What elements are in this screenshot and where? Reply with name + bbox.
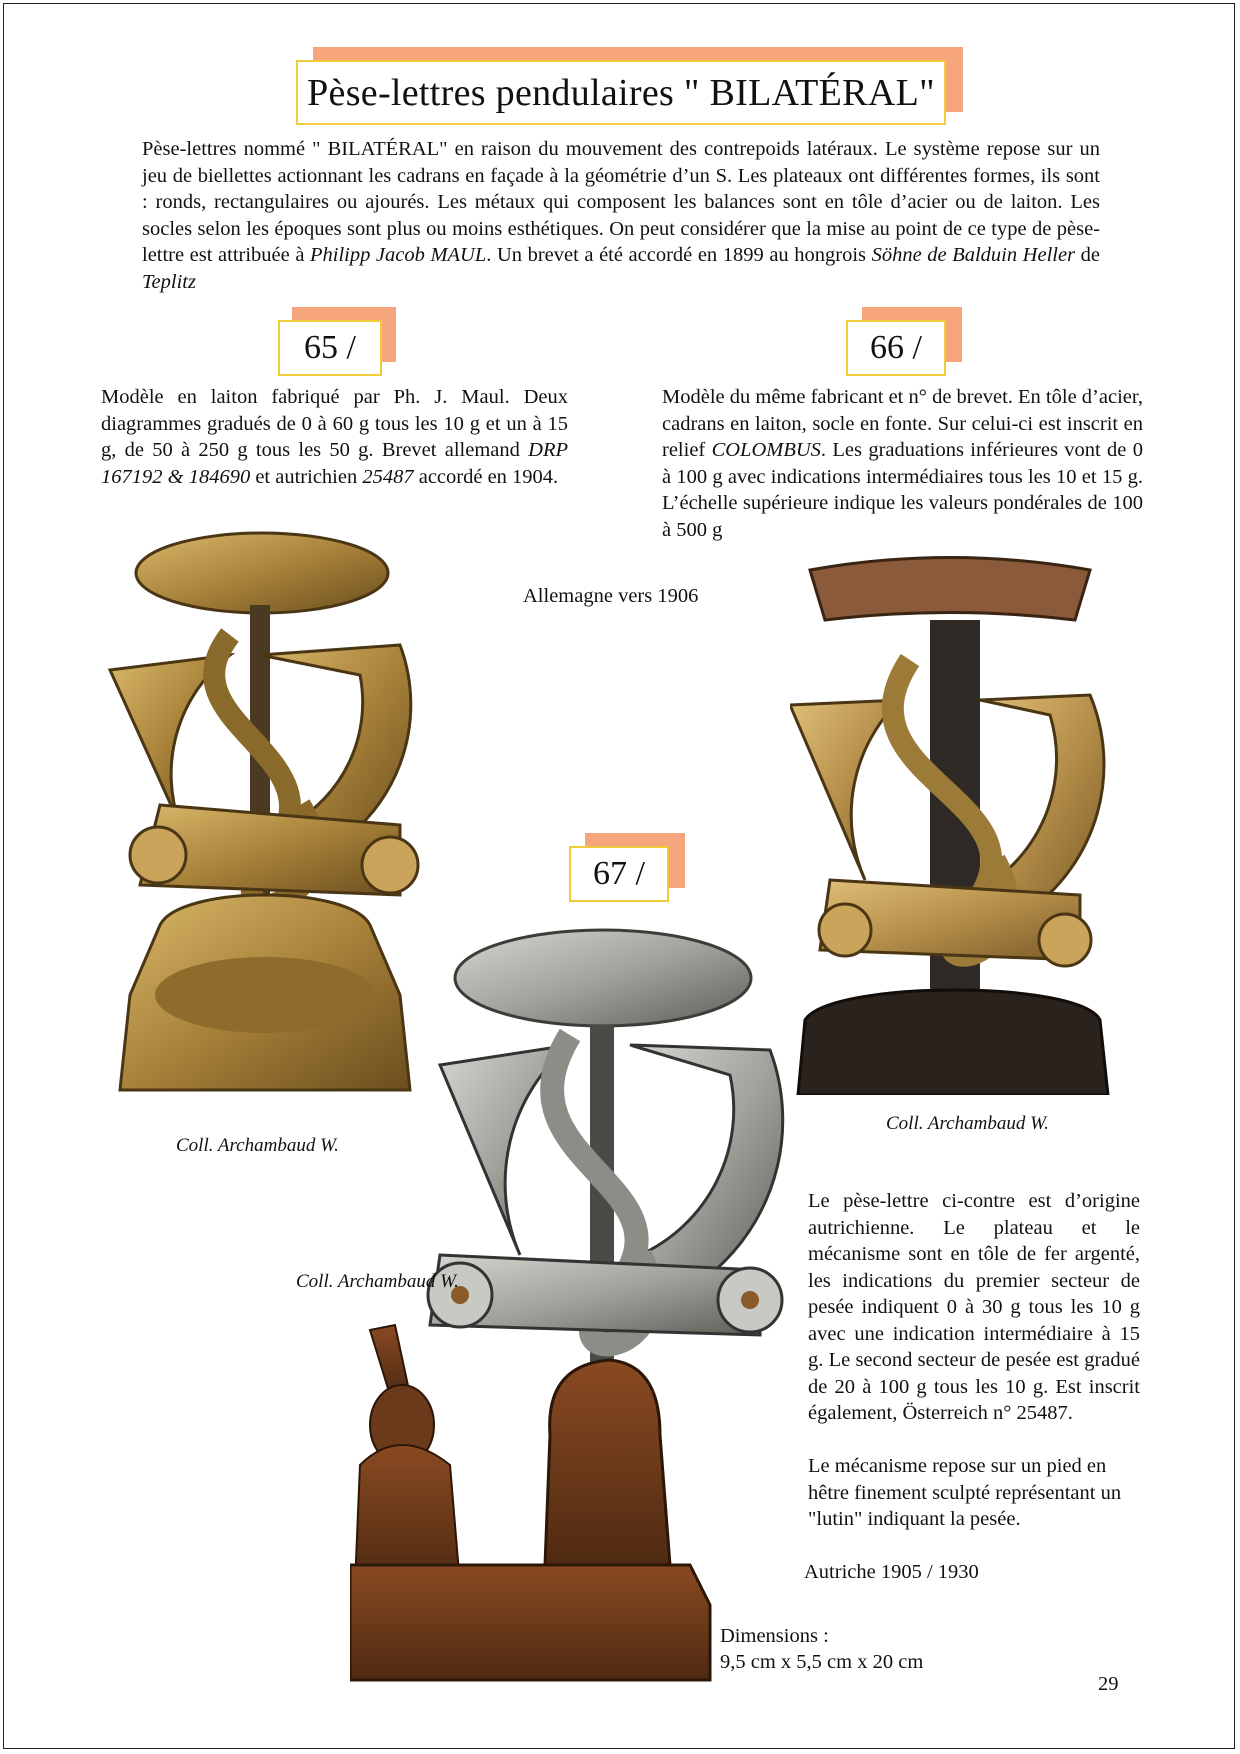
- label-65-text: 65 /: [304, 329, 356, 366]
- item-65-patent-2: 25487: [362, 465, 414, 488]
- firm-name: Söhne de Balduin Heller: [871, 244, 1076, 266]
- origin-germany: Allemagne vers 1906: [523, 585, 699, 607]
- dimensions-label: Dimensions :: [720, 1625, 829, 1647]
- caption-65: Coll. Archambaud W.: [176, 1135, 339, 1156]
- item-65-text-2: et autrichien: [250, 465, 363, 488]
- item-66-brand: COLOMBUS: [711, 439, 821, 461]
- label-66-text: 66 /: [870, 329, 922, 366]
- item-66-text-1: Modèle du même fabricant et n° de brevet. En tôle d’acier, cadrans en laiton, socle en fonte. Sur celui-ci est inscrit en relief: [662, 386, 1143, 461]
- item-67-description-2: [808, 1453, 1140, 1533]
- intro-text-1: Pèse-lettres nommé " BILATÉRAL" en raison du mouvement des contrepoids latéraux. Le système repose sur un jeu de biellettes actionnant les cadrans en façade à la géométrie d’un S. Les plateaux ont différentes formes, ils sont : ronds, rectangulaires ou ajourés. Les métaux qui composent les balances sont en tôle d’acier ou de laiton. Les socles selon les époques sont plus ou moins esthétiques. On peut considérer que la mise au point de ce type de pèse-lettre est attribuée à: [142, 138, 1100, 266]
- label-67: [569, 846, 669, 902]
- label-67-text: 67 /: [593, 855, 645, 892]
- dimensions-value: 9,5 cm x 5,5 cm x 20 cm: [720, 1651, 924, 1673]
- item-67-description: [808, 1188, 1140, 1427]
- label-65: [278, 320, 382, 376]
- item-65-patent: DRP 167192 & 184690: [101, 439, 568, 488]
- caption-67: Coll. Archambaud W.: [296, 1271, 459, 1292]
- item-65-text-1: Modèle en laiton fabriqué par Ph. J. Maul. Deux diagrammes gradués de 0 à 60 g tous les 10 g et un à 15 g, de 50 à 250 g tous les 50 g. Brevet allemand: [101, 386, 568, 461]
- origin-austria: Autriche 1905 / 1930: [804, 1561, 979, 1583]
- photo-scale-67: [350, 925, 790, 1690]
- intro-text-3: de: [1075, 244, 1100, 266]
- item-66-description: [662, 384, 1143, 543]
- intro-paragraph: [142, 136, 1100, 295]
- item-65-text-3: accordé en 1904.: [413, 465, 559, 488]
- intro-text-2: . Un brevet a été accordé en 1899 au hongrois: [486, 244, 872, 266]
- item-67-text-2: Le mécanisme repose sur un pied en hêtre finement sculpté représentant un "lutin" indiquant la pesée.: [808, 1455, 1122, 1530]
- caption-66: Coll. Archambaud W.: [886, 1113, 1049, 1134]
- page-number: 29: [1098, 1673, 1119, 1695]
- item-65-description: [101, 384, 568, 490]
- page-title-text: Pèse-lettres pendulaires " BILATÉRAL": [307, 71, 935, 114]
- label-66: [846, 320, 946, 376]
- page-title: [296, 60, 946, 125]
- item-67-text: Le pèse-lettre ci-contre est d’origine autrichienne. Le plateau et le mécanisme sont en tôle de fer argenté, les indications du premier secteur de pesée indiquent 0 à 30 g tous les 10 g avec une indication intermédiaire à 15 g. Le second secteur de pesée est gradué de 20 à 100 g tous les 10 g. Est inscrit également, Österreich n° 25487.: [808, 1190, 1140, 1424]
- city-name: Teplitz: [142, 270, 196, 293]
- item-66-text-2: . Les graduations inférieures vont de 0 à 100 g avec indications intermédiaires tous les 10 et 15 g. L’échelle supérieure indique les valeurs pondérales de 100 à 500 g: [662, 439, 1143, 541]
- photo-scale-66: [790, 550, 1115, 1095]
- inventor-name: Philipp Jacob MAUL: [310, 244, 487, 266]
